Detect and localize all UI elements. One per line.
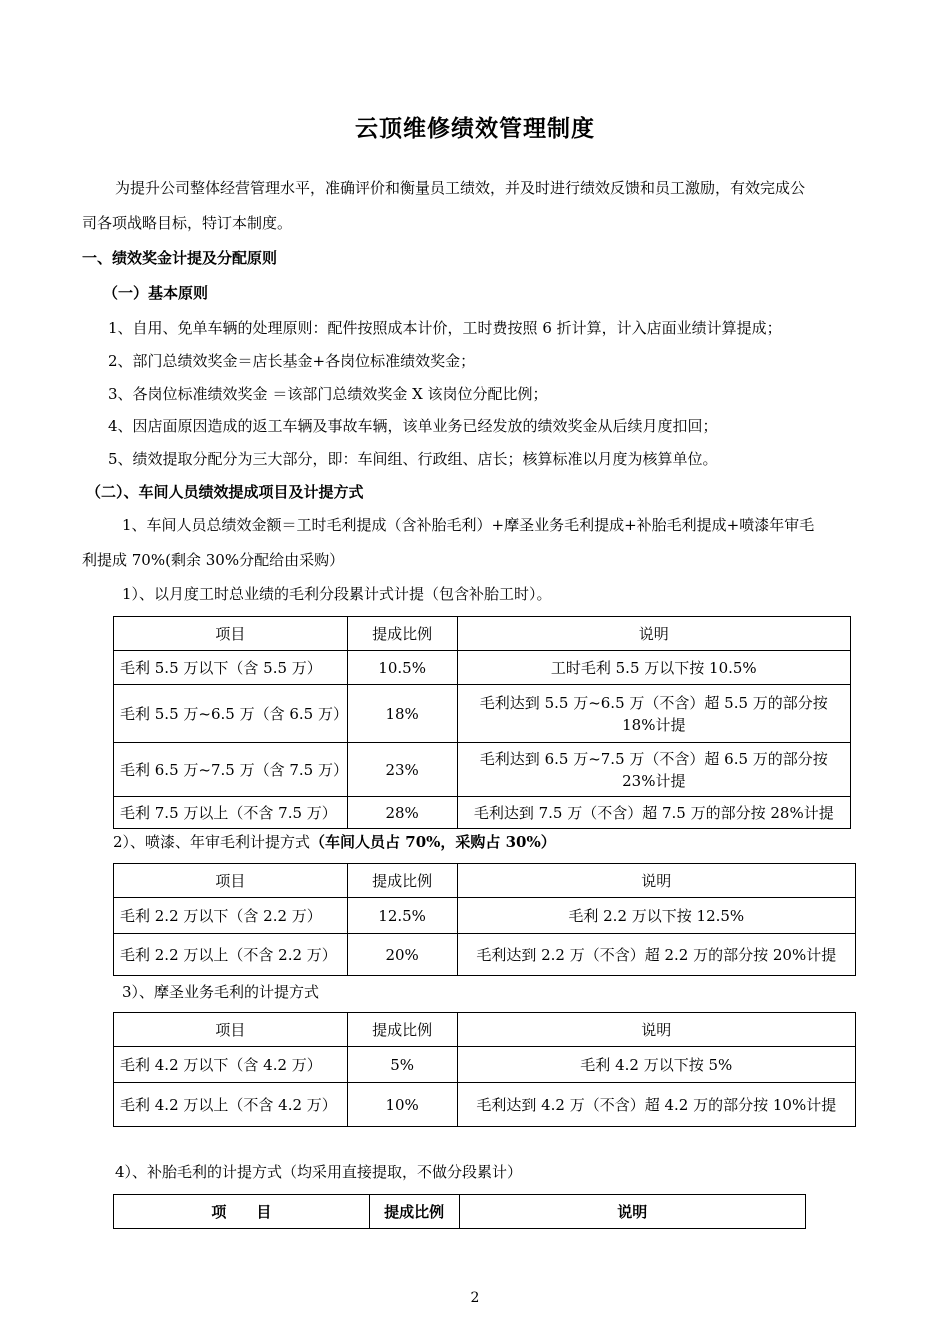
cell-note: 毛利达到 4.2 万（不含）超 4.2 万的部分按 10%计提: [457, 1083, 855, 1127]
table-paint-inspection: [113, 863, 856, 976]
cell-item: 毛利 2.2 万以下（含 2.2 万）: [114, 898, 348, 934]
cell-note: 毛利达到 6.5 万~7.5 万（不含）超 6.5 万的部分按 23%计提: [457, 743, 850, 797]
col-header-note: 说明: [457, 617, 850, 651]
table-row: [114, 1083, 856, 1127]
table2-caption: [113, 832, 556, 852]
table-row: [114, 797, 851, 829]
formula-line-2: 利提成 70%(剩余 30%分配给由采购）: [82, 551, 345, 569]
col-header-rate: 提成比例: [369, 1195, 459, 1229]
col-header-item: 项 目: [114, 1195, 370, 1229]
cell-item: 毛利 2.2 万以上（不含 2.2 万）: [114, 934, 348, 976]
table1-caption: 1）、以月度工时总业绩的毛利分段累计式计提（包含补胎工时）。: [122, 585, 552, 603]
cell-item: 毛利 4.2 万以上（不含 4.2 万）: [114, 1083, 348, 1127]
table3-caption: 3）、摩圣业务毛利的计提方式: [122, 983, 320, 1001]
table4-caption: 4）、补胎毛利的计提方式（均采用直接提取，不做分段累计）: [115, 1163, 523, 1181]
cell-rate: 23%: [347, 743, 457, 797]
table-row: [114, 934, 856, 976]
table2-caption-emphasis: （车间人员占 70%，采购占 30%）: [310, 833, 556, 851]
cell-rate: 5%: [347, 1047, 457, 1083]
cell-rate: 10%: [347, 1083, 457, 1127]
cell-note: 毛利 2.2 万以下按 12.5%: [457, 898, 855, 934]
col-header-note: 说明: [457, 864, 855, 898]
page-number: 2: [470, 1290, 480, 1306]
table-labor-margin: [113, 616, 851, 829]
col-header-rate: 提成比例: [347, 617, 457, 651]
table-row: [114, 685, 851, 743]
table-mosheng-margin: [113, 1012, 856, 1127]
table-row: [114, 651, 851, 685]
col-header-item: 项目: [114, 617, 348, 651]
col-header-note: 说明: [459, 1195, 805, 1229]
cell-note: 毛利 4.2 万以下按 5%: [457, 1047, 855, 1083]
table-row: [114, 743, 851, 797]
table-header-row: [114, 1195, 806, 1229]
principle-1: 1、自用、免单车辆的处理原则：配件按照成本计价，工时费按照 6 折计算，计入店面业绩计算提成；: [108, 319, 782, 337]
cell-item: 毛利 7.5 万以上（不含 7.5 万）: [114, 797, 348, 829]
page-title: 云顶维修绩效管理制度: [355, 115, 595, 142]
col-header-rate: 提成比例: [347, 1013, 457, 1047]
subsection-heading-1: （一）基本原则: [103, 284, 209, 302]
principle-5: 5、绩效提取分配分为三大部分，即：车间组、行政组、店长；核算标准以月度为核算单位。: [108, 450, 718, 468]
section-heading-1: 一、绩效奖金计提及分配原则: [82, 249, 278, 267]
table-header-row: [114, 617, 851, 651]
cell-rate: 20%: [347, 934, 457, 976]
col-header-rate: 提成比例: [347, 864, 457, 898]
table-row: [114, 1047, 856, 1083]
cell-item: 毛利 5.5 万以下（含 5.5 万）: [114, 651, 348, 685]
principle-4: 4、因店面原因造成的返工车辆及事故车辆，该单业务已经发放的绩效奖金从后续月度扣回；: [108, 417, 718, 435]
cell-rate: 12.5%: [347, 898, 457, 934]
table-header-row: [114, 1013, 856, 1047]
col-header-note: 说明: [457, 1013, 855, 1047]
subsection-heading-2: （二）、车间人员绩效提成项目及计提方式: [86, 483, 364, 501]
intro-line-2: 司各项战略目标，特订本制度。: [82, 214, 293, 232]
cell-item: 毛利 5.5 万~6.5 万（含 6.5 万）: [114, 685, 348, 743]
cell-note: 毛利达到 7.5 万（不含）超 7.5 万的部分按 28%计提: [457, 797, 850, 829]
col-header-item: 项目: [114, 1013, 348, 1047]
table-header-row: [114, 864, 856, 898]
table-tire-repair: [113, 1194, 806, 1229]
col-header-item: 项目: [114, 864, 348, 898]
cell-note: 毛利达到 2.2 万（不含）超 2.2 万的部分按 20%计提: [457, 934, 855, 976]
cell-item: 毛利 6.5 万~7.5 万（含 7.5 万）: [114, 743, 348, 797]
principle-2: 2、部门总绩效奖金＝店长基金+各岗位标准绩效奖金；: [108, 352, 476, 370]
table2-caption-text: 2）、喷漆、年审毛利计提方式: [113, 833, 311, 851]
cell-rate: 10.5%: [347, 651, 457, 685]
cell-note: 毛利达到 5.5 万~6.5 万（不含）超 5.5 万的部分按 18%计提: [457, 685, 850, 743]
cell-note: 工时毛利 5.5 万以下按 10.5%: [457, 651, 850, 685]
table-row: [114, 898, 856, 934]
cell-item: 毛利 4.2 万以下（含 4.2 万）: [114, 1047, 348, 1083]
intro-line-1: 为提升公司整体经营管理水平，准确评价和衡量员工绩效，并及时进行绩效反馈和员工激励，有效完成公: [115, 179, 806, 197]
cell-rate: 28%: [347, 797, 457, 829]
formula-line-1: 1、车间人员总绩效金额＝工时毛利提成（含补胎毛利）+摩圣业务毛利提成+补胎毛利提成+喷漆年审毛: [122, 516, 815, 534]
principle-3: 3、各岗位标准绩效奖金 ＝该部门总绩效奖金 X 该岗位分配比例；: [108, 385, 548, 403]
cell-rate: 18%: [347, 685, 457, 743]
